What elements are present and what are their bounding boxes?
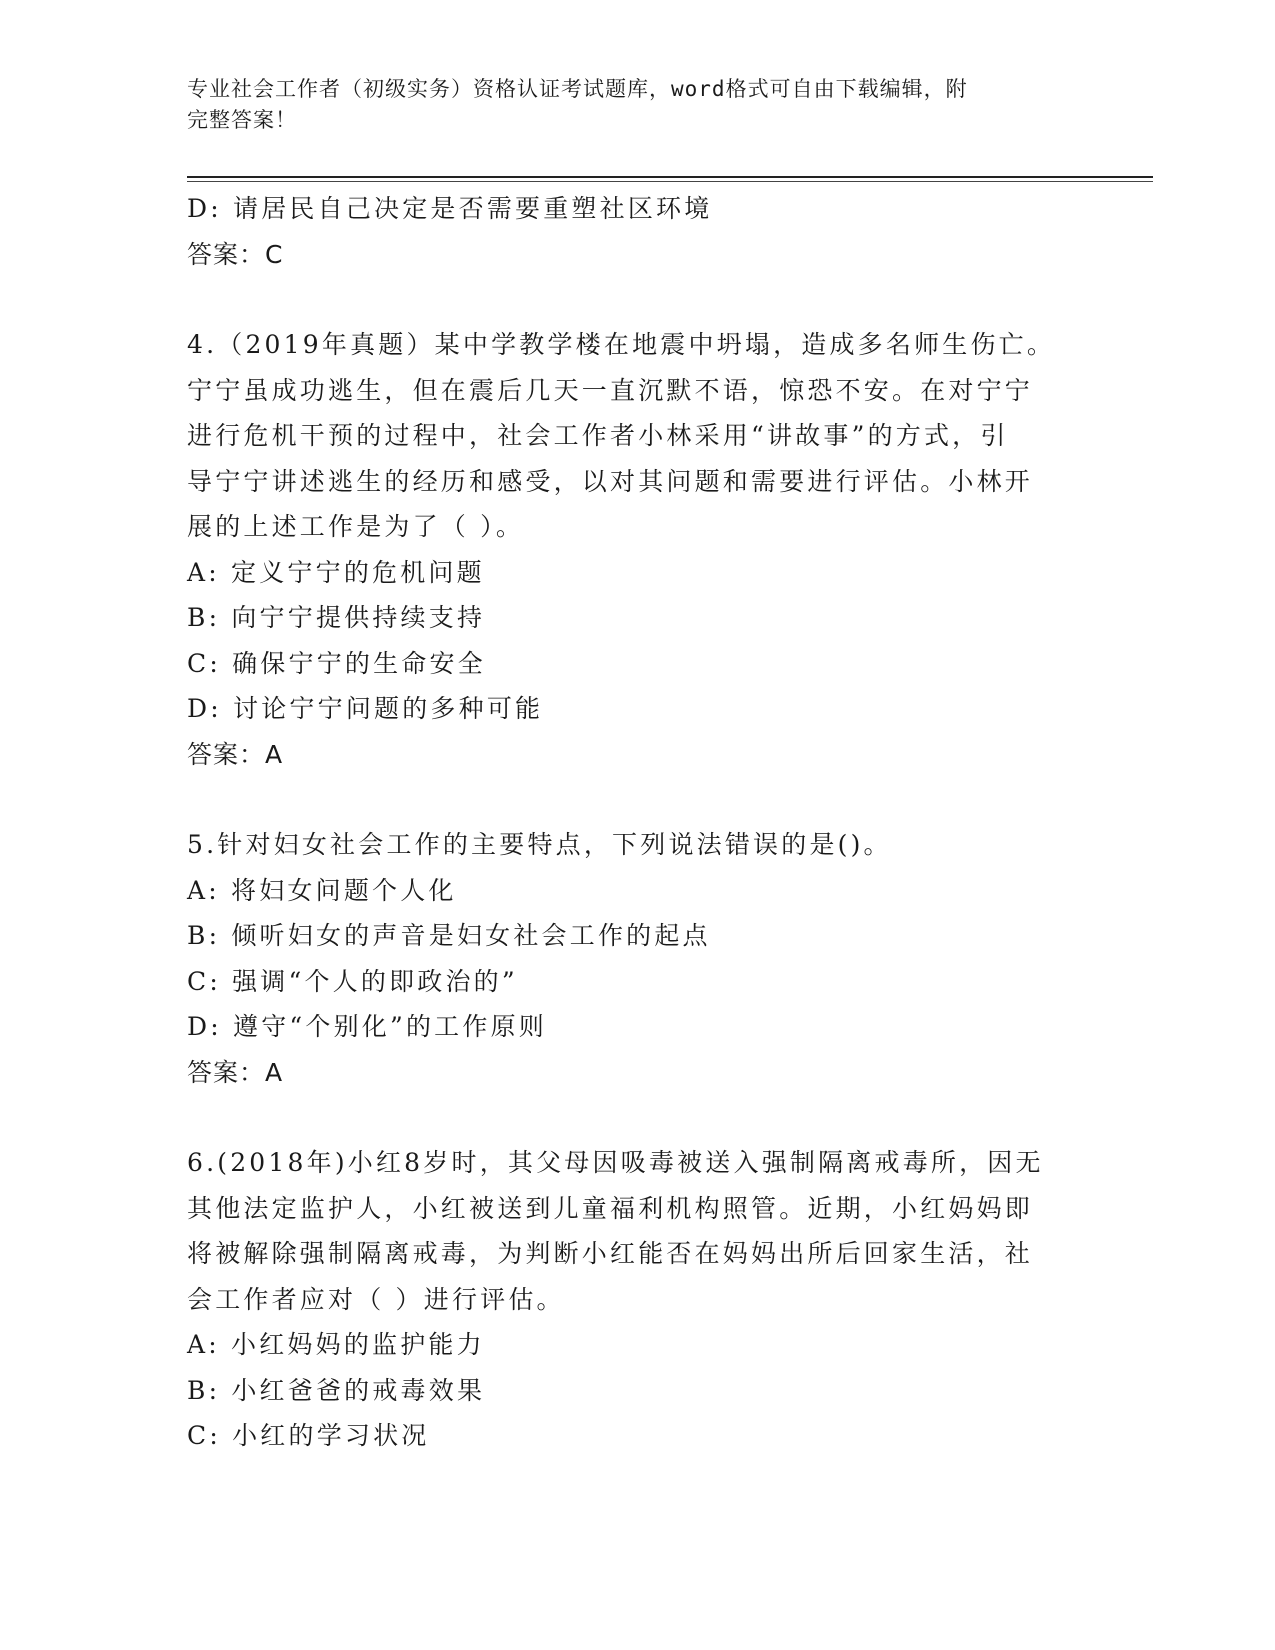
option-a: A: 小红妈妈的监护能力 bbox=[187, 1330, 485, 1359]
answer-line: 答案：C bbox=[187, 239, 284, 269]
header-divider-thick bbox=[187, 176, 1153, 178]
question-stem-line: 宁宁虽成功逃生，但在震后几天一直沉默不语，惊恐不安。在对宁宁 bbox=[187, 375, 1034, 405]
option-d: D: 遵守“个别化”的工作原则 bbox=[187, 1012, 547, 1041]
question-stem-line: 其他法定监护人，小红被送到儿童福利机构照管。近期，小红妈妈即 bbox=[187, 1193, 1034, 1223]
question-stem-line: 会工作者应对（ ）进行评估。 bbox=[187, 1284, 565, 1314]
question-3-tail bbox=[187, 186, 1087, 277]
question-stem-line: 5.针对妇女社会工作的主要特点，下列说法错误的是()。 bbox=[187, 830, 892, 859]
question-4 bbox=[187, 322, 1087, 777]
option-b: B: 倾听妇女的声音是妇女社会工作的起点 bbox=[187, 921, 711, 950]
option-c: C: 小红的学习状况 bbox=[187, 1421, 430, 1450]
option-d: D: 讨论宁宁问题的多种可能 bbox=[187, 694, 544, 723]
answer-line: 答案：A bbox=[187, 739, 284, 769]
question-stem-line: 4.（2019年真题）某中学教学楼在地震中坍塌，造成多名师生伤亡。 bbox=[187, 330, 1056, 359]
option-b: B: 小红爸爸的戒毒效果 bbox=[187, 1375, 486, 1405]
question-stem-line: 展的上述工作是为了（ ）。 bbox=[187, 512, 525, 541]
question-stem-line: 将被解除强制隔离戒毒，为判断小红能否在妈妈出所后回家生活，社 bbox=[187, 1239, 1034, 1268]
option-a: A: 将妇女问题个人化 bbox=[187, 875, 457, 905]
header-divider-thin bbox=[187, 181, 1153, 182]
option-d: D: 请居民自己决定是否需要重塑社区环境 bbox=[187, 194, 713, 223]
option-c: C: 确保宁宁的生命安全 bbox=[187, 648, 486, 678]
question-5 bbox=[187, 822, 1087, 1095]
header-line-1: 专业社会工作者（初级实务）资格认证考试题库，word格式可自由下载编辑，附 bbox=[187, 77, 968, 101]
question-stem-line: 进行危机干预的过程中，社会工作者小林采用“讲故事”的方式，引 bbox=[187, 421, 1009, 450]
question-stem-line: 6.(2018年)小红8岁时，其父母因吸毒被送入强制隔离戒毒所，因无 bbox=[187, 1148, 1044, 1177]
question-6 bbox=[187, 1140, 1087, 1459]
question-content bbox=[187, 186, 1087, 1459]
page-header bbox=[187, 74, 1067, 136]
header-line-2: 完整答案！ bbox=[187, 108, 297, 132]
question-stem-line: 导宁宁讲述逃生的经历和感受，以对其问题和需要进行评估。小林开 bbox=[187, 466, 1034, 496]
option-b: B: 向宁宁提供持续支持 bbox=[187, 603, 486, 632]
option-a: A: 定义宁宁的危机问题 bbox=[187, 557, 485, 587]
option-c: C: 强调“个人的即政治的” bbox=[187, 966, 518, 996]
answer-line: 答案：A bbox=[187, 1057, 284, 1087]
